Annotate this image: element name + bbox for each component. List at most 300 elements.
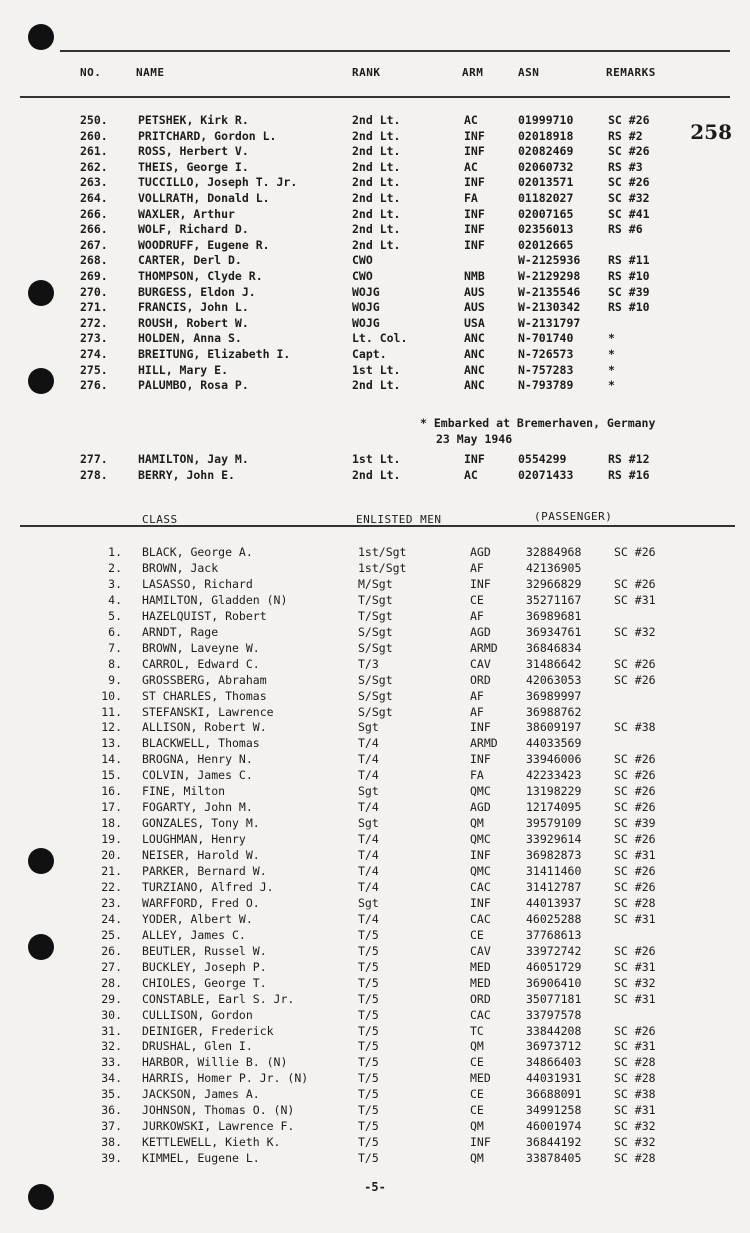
cell-no: 14. <box>101 752 122 767</box>
cell-asn: 31486642 <box>526 656 582 671</box>
enlisted-header-class: CLASS <box>142 513 178 526</box>
cell-name: HAZELQUIST, Robert <box>142 608 267 623</box>
cell-name: BROWN, Laveyne W. <box>142 640 260 655</box>
cell-rank: Capt. <box>352 347 387 361</box>
cell-remarks: SC #39 <box>614 816 656 831</box>
cell-remarks: SC #28 <box>614 1071 656 1086</box>
cell-name: CARTER, Derl D. <box>138 253 242 268</box>
cell-rank: Sgt <box>358 895 379 910</box>
cell-arm: AUS <box>464 300 485 315</box>
cell-rank: 2nd Lt. <box>352 237 401 252</box>
cell-rank: Lt. Col. <box>352 331 408 346</box>
cell-asn: 42063053 <box>526 672 582 687</box>
cell-remarks: RS #10 <box>608 269 650 283</box>
table-row <box>0 912 750 928</box>
cell-arm: QM <box>470 1151 484 1166</box>
cell-rank: T/4 <box>358 736 379 751</box>
table-row <box>0 1055 750 1071</box>
cell-rank: T/4 <box>358 768 379 783</box>
cell-remarks: SC #32 <box>614 975 656 990</box>
cell-arm: AF <box>470 688 484 703</box>
table-row <box>0 1151 750 1167</box>
cell-remarks: SC #26 <box>614 656 656 671</box>
cell-name: JURKOWSKI, Lawrence F. <box>142 1119 295 1134</box>
table-row <box>0 593 750 609</box>
cell-remarks: SC #26 <box>608 113 650 127</box>
table-row <box>0 1087 750 1103</box>
cell-remarks: * <box>608 362 615 377</box>
cell-no: 29. <box>101 991 122 1006</box>
table-row <box>0 160 750 176</box>
cell-asn: 39579109 <box>526 816 582 831</box>
embark-note-line1: * Embarked at Bremerhaven, Germany <box>420 416 656 430</box>
cell-name: HOLDEN, Anna S. <box>138 331 242 346</box>
cell-name: WARFFORD, Fred O. <box>142 895 260 910</box>
cell-arm: AC <box>464 113 478 127</box>
cell-arm: INF <box>470 1135 491 1150</box>
cell-name: THEIS, George I. <box>138 159 249 174</box>
cell-arm: MED <box>470 959 491 974</box>
cell-no: 263. <box>80 175 108 190</box>
cell-name: BUCKLEY, Joseph P. <box>142 959 267 974</box>
cell-no: 30. <box>101 1007 122 1022</box>
cell-name: YODER, Albert W. <box>142 911 253 926</box>
cell-name: GONZALES, Tony M. <box>142 816 260 831</box>
cell-rank: Sgt <box>358 720 379 735</box>
cell-name: HARBOR, Willie B. (N) <box>142 1055 288 1070</box>
cell-name: WAXLER, Arthur <box>138 206 235 221</box>
table-row <box>0 880 750 896</box>
cell-arm: QM <box>470 1039 484 1054</box>
cell-rank: S/Sgt <box>358 688 393 703</box>
cell-remarks: SC #26 <box>614 864 656 878</box>
cell-remarks: SC #26 <box>614 1023 656 1038</box>
table-row <box>0 689 750 705</box>
cell-rank: 2nd Lt. <box>352 467 401 482</box>
cell-remarks: SC #41 <box>608 206 650 221</box>
cell-arm: AUS <box>464 284 485 299</box>
cell-rank: CWO <box>352 269 373 283</box>
table-row <box>0 848 750 864</box>
cell-asn: 36982873 <box>526 848 582 863</box>
table-row <box>0 468 750 484</box>
cell-name: TUCCILLO, Joseph T. Jr. <box>138 175 298 190</box>
cell-asn: 35271167 <box>526 592 582 607</box>
cell-rank: WOJG <box>352 284 380 299</box>
cell-name: ROUSH, Robert W. <box>138 315 249 330</box>
cell-name: STEFANSKI, Lawrence <box>142 704 274 719</box>
cell-remarks: SC #31 <box>614 1103 656 1118</box>
table-row <box>0 832 750 848</box>
table-row <box>0 928 750 944</box>
table-row <box>0 316 750 332</box>
cell-arm: ANC <box>464 331 485 346</box>
cell-rank: 2nd Lt. <box>352 113 401 127</box>
cell-rank: T/5 <box>358 1119 379 1134</box>
cell-asn: 42136905 <box>526 560 582 575</box>
cell-asn: 36934761 <box>526 624 582 639</box>
cell-rank: T/Sgt <box>358 592 393 607</box>
cell-asn: 35077181 <box>526 991 582 1006</box>
cell-remarks: SC #31 <box>614 959 656 974</box>
cell-rank: CWO <box>352 253 373 268</box>
cell-no: 28. <box>101 975 122 990</box>
table-row <box>0 609 750 625</box>
cell-name: BLACKWELL, Thomas <box>142 736 260 751</box>
cell-no: 26. <box>101 943 122 958</box>
cell-rank: 2nd Lt. <box>352 144 401 159</box>
cell-name: BROGNA, Henry N. <box>142 752 253 767</box>
table-row <box>0 175 750 191</box>
cell-asn: 36973712 <box>526 1039 582 1054</box>
cell-name: PRITCHARD, Gordon L. <box>138 128 277 143</box>
page-footer: -5- <box>364 1180 386 1194</box>
header-name: NAME <box>136 66 165 79</box>
cell-name: CARROL, Edward C. <box>142 656 260 671</box>
cell-remarks: SC #26 <box>614 879 656 894</box>
table-row <box>0 705 750 721</box>
cell-name: LASASSO, Richard <box>142 576 253 591</box>
cell-rank: T/5 <box>358 1135 379 1150</box>
cell-no: 39. <box>101 1151 122 1166</box>
cell-name: PARKER, Bernard W. <box>142 864 267 878</box>
cell-name: VOLLRATH, Donald L. <box>138 191 270 205</box>
cell-arm: NMB <box>464 269 485 283</box>
cell-no: 10. <box>101 688 122 703</box>
cell-asn: 01999710 <box>518 113 574 127</box>
cell-no: 260. <box>80 128 108 143</box>
cell-remarks: SC #31 <box>614 592 656 607</box>
cell-name: BEUTLER, Russel W. <box>142 943 267 958</box>
table-row <box>0 736 750 752</box>
cell-rank: T/5 <box>358 959 379 974</box>
cell-asn: 46051729 <box>526 959 582 974</box>
cell-arm: CAC <box>470 879 491 894</box>
cell-name: CULLISON, Gordon <box>142 1007 253 1022</box>
cell-asn: 02071433 <box>518 467 574 482</box>
cell-no: 17. <box>101 800 122 815</box>
cell-remarks: SC #32 <box>614 624 656 639</box>
cell-asn: 01182027 <box>518 191 574 205</box>
cell-remarks: RS #6 <box>608 222 643 237</box>
cell-name: HILL, Mary E. <box>138 362 229 377</box>
cell-remarks: SC #31 <box>614 848 656 863</box>
cell-rank: 2nd Lt. <box>352 206 401 221</box>
cell-arm: INF <box>464 206 485 221</box>
cell-remarks: SC #26 <box>614 768 656 783</box>
table-row <box>0 800 750 816</box>
cell-no: 13. <box>101 736 122 751</box>
cell-name: JACKSON, James A. <box>142 1087 260 1102</box>
cell-no: 36. <box>101 1103 122 1118</box>
cell-name: PALUMBO, Rosa P. <box>138 378 249 393</box>
cell-asn: 44033569 <box>526 736 582 751</box>
cell-rank: 1st/Sgt <box>358 545 407 559</box>
cell-no: 4. <box>108 592 122 607</box>
cell-arm: ORD <box>470 991 491 1006</box>
cell-remarks: RS #16 <box>608 467 650 482</box>
cell-name: ROSS, Herbert V. <box>138 144 249 159</box>
cell-arm: CE <box>470 1087 484 1102</box>
cell-rank: 2nd Lt. <box>352 378 401 393</box>
cell-rank: T/5 <box>358 1023 379 1038</box>
cell-asn: 36988762 <box>526 704 582 719</box>
cell-remarks: SC #31 <box>614 991 656 1006</box>
cell-rank: T/4 <box>358 848 379 863</box>
cell-name: DEINIGER, Frederick <box>142 1023 274 1038</box>
header-bottom-rule <box>20 96 730 98</box>
cell-name: WOLF, Richard D. <box>138 222 249 237</box>
cell-asn: 02356013 <box>518 222 574 237</box>
table-row <box>0 641 750 657</box>
cell-name: HARRIS, Homer P. Jr. (N) <box>142 1071 309 1086</box>
cell-asn: 36844192 <box>526 1135 582 1150</box>
cell-name: ST CHARLES, Thomas <box>142 688 267 703</box>
header-asn: ASN <box>518 66 540 79</box>
cell-no: 33. <box>101 1055 122 1070</box>
cell-rank: T/4 <box>358 864 379 878</box>
table-row <box>0 1008 750 1024</box>
cell-rank: Sgt <box>358 784 379 799</box>
cell-arm: AF <box>470 560 484 575</box>
cell-arm: QMC <box>470 864 491 878</box>
cell-remarks: SC #28 <box>614 1055 656 1070</box>
cell-no: 12. <box>101 720 122 735</box>
cell-no: 267. <box>80 237 108 252</box>
cell-no: 15. <box>101 768 122 783</box>
cell-remarks: SC #39 <box>608 284 650 299</box>
cell-asn: W-2130342 <box>518 300 581 315</box>
cell-no: 2. <box>108 560 122 575</box>
cell-rank: 1st Lt. <box>352 362 401 377</box>
cell-remarks: SC #26 <box>614 672 656 687</box>
table-row <box>0 113 750 129</box>
cell-rank: 1st/Sgt <box>358 560 407 575</box>
cell-name: HAMILTON, Gladden (N) <box>142 592 288 607</box>
cell-remarks: RS #3 <box>608 159 643 174</box>
cell-remarks: * <box>608 331 615 346</box>
cell-arm: INF <box>464 237 485 252</box>
table-row <box>0 1024 750 1040</box>
cell-rank: Sgt <box>358 816 379 831</box>
cell-asn: 34991258 <box>526 1103 582 1118</box>
cell-asn: 02018918 <box>518 128 574 143</box>
cell-arm: QMC <box>470 832 491 847</box>
table-row <box>0 253 750 269</box>
cell-no: 261. <box>80 144 108 159</box>
cell-name: JOHNSON, Thomas O. (N) <box>142 1103 295 1118</box>
cell-no: 16. <box>101 784 122 799</box>
cell-name: CONSTABLE, Earl S. Jr. <box>142 991 295 1006</box>
cell-remarks: SC #26 <box>614 752 656 767</box>
table-row <box>0 1071 750 1087</box>
cell-asn: 38609197 <box>526 720 582 735</box>
cell-asn: 31412787 <box>526 879 582 894</box>
cell-remarks: RS #11 <box>608 253 650 268</box>
cell-arm: ANC <box>464 378 485 393</box>
cell-no: 19. <box>101 832 122 847</box>
cell-arm: MED <box>470 975 491 990</box>
cell-remarks: SC #26 <box>608 175 650 190</box>
cell-asn: 32884968 <box>526 545 582 559</box>
cell-asn: 33972742 <box>526 943 582 958</box>
table-row <box>0 673 750 689</box>
cell-rank: T/Sgt <box>358 608 393 623</box>
cell-remarks: SC #26 <box>614 784 656 799</box>
table-row <box>0 1039 750 1055</box>
cell-arm: CAC <box>470 1007 491 1022</box>
cell-no: 20. <box>101 848 122 863</box>
table-row <box>0 657 750 673</box>
cell-arm: ANC <box>464 362 485 377</box>
cell-asn: 46001974 <box>526 1119 582 1134</box>
header-top-rule <box>60 50 730 52</box>
cell-arm: FA <box>470 768 484 783</box>
cell-arm: CE <box>470 592 484 607</box>
cell-asn: 36846834 <box>526 640 582 655</box>
cell-arm: CAV <box>470 656 491 671</box>
table-row <box>0 363 750 379</box>
cell-asn: 37768613 <box>526 927 582 942</box>
cell-asn: 02012665 <box>518 237 574 252</box>
cell-asn: 33929614 <box>526 832 582 847</box>
table-row <box>0 896 750 912</box>
cell-asn: 36906410 <box>526 975 582 990</box>
cell-arm: CE <box>470 1055 484 1070</box>
cell-rank: 2nd Lt. <box>352 159 401 174</box>
cell-rank: T/3 <box>358 656 379 671</box>
cell-name: KETTLEWELL, Kieth K. <box>142 1135 281 1150</box>
cell-arm: ARMD <box>470 736 498 751</box>
cell-rank: 2nd Lt. <box>352 175 401 190</box>
table-row <box>0 452 750 468</box>
cell-asn: 31411460 <box>526 864 582 878</box>
cell-arm: INF <box>470 752 491 767</box>
table-row <box>0 285 750 301</box>
table-row <box>0 238 750 254</box>
cell-arm: INF <box>470 576 491 591</box>
cell-rank: T/5 <box>358 927 379 942</box>
header-arm: ARM <box>462 66 484 79</box>
table-row <box>0 784 750 800</box>
cell-asn: 33797578 <box>526 1007 582 1022</box>
cell-asn: 02013571 <box>518 175 574 190</box>
table-row <box>0 191 750 207</box>
cell-no: 27. <box>101 959 122 974</box>
cell-no: 25. <box>101 927 122 942</box>
cell-arm: FA <box>464 191 478 205</box>
cell-no: 6. <box>108 624 122 639</box>
cell-no: 38. <box>101 1135 122 1150</box>
cell-arm: AGD <box>470 800 491 815</box>
cell-name: BREITUNG, Elizabeth I. <box>138 347 291 361</box>
cell-name: DRUSHAL, Glen I. <box>142 1039 253 1054</box>
cell-arm: AF <box>470 608 484 623</box>
cell-no: 268. <box>80 253 108 268</box>
cell-no: 270. <box>80 284 108 299</box>
cell-no: 34. <box>101 1071 122 1086</box>
cell-arm: AGD <box>470 545 491 559</box>
cell-name: ARNDT, Rage <box>142 624 219 639</box>
table-row <box>0 300 750 316</box>
cell-asn: 42233423 <box>526 768 582 783</box>
cell-rank: T/5 <box>358 975 379 990</box>
cell-rank: 1st Lt. <box>352 452 401 466</box>
cell-arm: ARMD <box>470 640 498 655</box>
cell-remarks: * <box>608 347 615 361</box>
cell-rank: T/4 <box>358 879 379 894</box>
cell-no: 21. <box>101 864 122 878</box>
cell-name: NEISER, Harold W. <box>142 848 260 863</box>
cell-arm: ORD <box>470 672 491 687</box>
cell-arm: ANC <box>464 347 485 361</box>
table-row <box>0 577 750 593</box>
cell-arm: TC <box>470 1023 484 1038</box>
table-row <box>0 545 750 561</box>
cell-asn: 36989681 <box>526 608 582 623</box>
cell-remarks: SC #38 <box>614 720 656 735</box>
cell-no: 266. <box>80 222 108 237</box>
cell-no: 3. <box>108 576 122 591</box>
cell-asn: 33844208 <box>526 1023 582 1038</box>
cell-rank: T/4 <box>358 800 379 815</box>
cell-remarks: SC #32 <box>614 1135 656 1150</box>
cell-no: 8. <box>108 656 122 671</box>
cell-rank: T/5 <box>358 1055 379 1070</box>
cell-asn: W-2129298 <box>518 269 581 283</box>
cell-asn: 0554299 <box>518 452 567 466</box>
cell-asn: N-726573 <box>518 347 574 361</box>
cell-name: LOUGHMAN, Henry <box>142 832 246 847</box>
cell-no: 24. <box>101 911 122 926</box>
cell-name: BERRY, John E. <box>138 467 235 482</box>
cell-name: BROWN, Jack <box>142 560 219 575</box>
header-no: NO. <box>80 66 102 79</box>
cell-remarks: RS #2 <box>608 128 643 143</box>
cell-asn: W-2131797 <box>518 315 581 330</box>
cell-name: ALLISON, Robert W. <box>142 720 267 735</box>
cell-rank: T/4 <box>358 911 379 926</box>
cell-no: 7. <box>108 640 122 655</box>
cell-arm: CE <box>470 927 484 942</box>
table-row <box>0 944 750 960</box>
table-row <box>0 976 750 992</box>
cell-arm: INF <box>464 128 485 143</box>
cell-arm: AC <box>464 467 478 482</box>
cell-rank: T/4 <box>358 752 379 767</box>
cell-name: ALLEY, James C. <box>142 927 246 942</box>
cell-name: PETSHEK, Kirk R. <box>138 113 249 127</box>
cell-name: FRANCIS, John L. <box>138 300 249 315</box>
cell-rank: 2nd Lt. <box>352 222 401 237</box>
page-number: 258 <box>690 120 732 144</box>
cell-arm: AF <box>470 704 484 719</box>
cell-remarks: RS #12 <box>608 452 650 466</box>
cell-arm: MED <box>470 1071 491 1086</box>
cell-remarks: SC #31 <box>614 911 656 926</box>
cell-rank: S/Sgt <box>358 624 393 639</box>
cell-remarks: SC #38 <box>614 1087 656 1102</box>
table-row <box>0 1119 750 1135</box>
cell-no: 250. <box>80 113 108 127</box>
table-row <box>0 561 750 577</box>
cell-name: BLACK, George A. <box>142 545 253 559</box>
enlisted-header-passenger: (PASSENGER) <box>534 510 613 523</box>
cell-name: COLVIN, James C. <box>142 768 253 783</box>
cell-no: 277. <box>80 452 108 466</box>
table-row <box>0 129 750 145</box>
cell-asn: N-793789 <box>518 378 574 393</box>
